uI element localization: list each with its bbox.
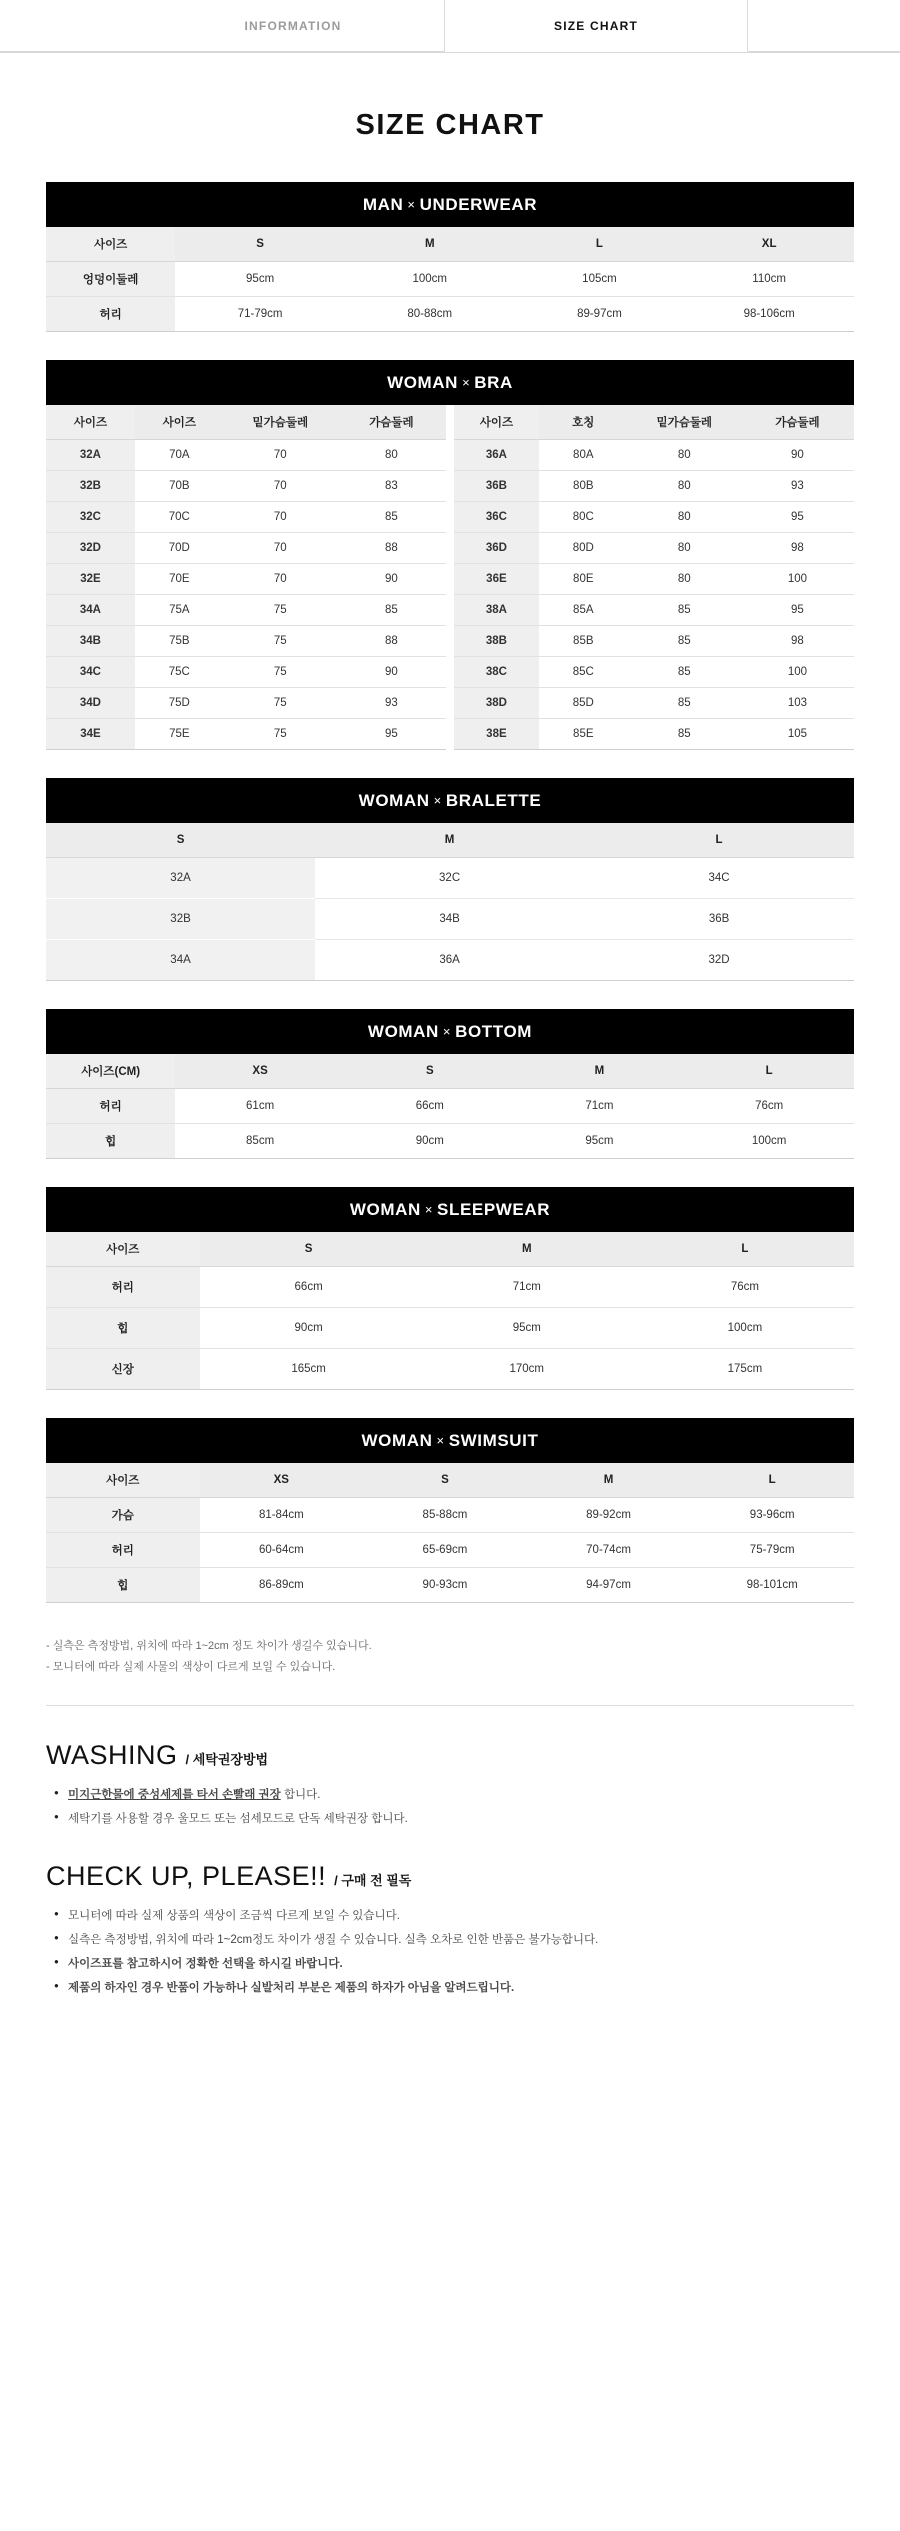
table-row (46, 1124, 854, 1159)
table-row (46, 595, 854, 626)
bottom-spacer (46, 2005, 854, 2125)
cell: 70C (135, 502, 224, 533)
section-title-x: × (436, 1433, 445, 1448)
tab-information-label: INFORMATION (244, 18, 342, 33)
col-head-4: L (690, 1463, 854, 1498)
row-label: 36C (450, 502, 539, 533)
cell: 76cm (684, 1089, 854, 1124)
tab-information[interactable] (142, 0, 445, 52)
cell: 32B (46, 899, 315, 940)
cell: 170cm (418, 1349, 636, 1390)
section-title-left: WOMAN (367, 1022, 439, 1041)
cell: 90cm (200, 1308, 418, 1349)
cell: 75C (135, 657, 224, 688)
tab-size-chart-label: SIZE CHART (554, 18, 638, 33)
cell: 61cm (175, 1089, 345, 1124)
col-head-3: 가슴둘레 (337, 405, 450, 440)
checkup-list (46, 1908, 854, 1996)
cell: 32A (46, 858, 315, 899)
washing-heading-text: WASHING (46, 1740, 178, 1770)
row-label: 허리 (46, 1267, 200, 1308)
cell: 80 (628, 564, 741, 595)
note-line: - 모니터에 따라 실제 사물의 색상이 다르게 보일 수 있습니다. (46, 1661, 336, 1673)
table-row (46, 688, 854, 719)
cell: 80D (539, 533, 628, 564)
cell: 105 (741, 719, 854, 750)
col-head-2: 밑가슴둘레 (224, 405, 337, 440)
col-head-1: S (175, 227, 345, 262)
cell: 93 (741, 471, 854, 502)
table-row (46, 657, 854, 688)
row-label: 38B (450, 626, 539, 657)
row-label: 34C (46, 657, 135, 688)
cell: 100cm (684, 1124, 854, 1159)
cell: 98 (741, 626, 854, 657)
note-line: - 실측은 측정방법, 위치에 따라 1~2cm 정도 차이가 생길수 있습니다. (46, 1640, 372, 1652)
row-label: 34E (46, 719, 135, 750)
row-label: 38C (450, 657, 539, 688)
checkup-subheading: / 구매 전 필독 (334, 1873, 412, 1889)
col-head-2: M (418, 1232, 636, 1267)
cell: 95 (337, 719, 450, 750)
cell: 80 (628, 502, 741, 533)
cell: 70 (224, 564, 337, 595)
row-label: 엉덩이둘레 (46, 262, 175, 297)
cell: 103 (741, 688, 854, 719)
section-title-x: × (442, 1024, 452, 1039)
cell: 70 (224, 471, 337, 502)
col-head-2: L (584, 823, 854, 858)
cell: 75 (224, 688, 337, 719)
cell: 80 (628, 471, 741, 502)
washing-item-emphasis: 미지근한물에 중성세제를 타서 손빨래 권장 (68, 1789, 281, 1801)
cell: 85A (539, 595, 628, 626)
row-label: 허리 (46, 297, 175, 332)
row-label: 32E (46, 564, 135, 595)
section-title-right: SWIMSUIT (448, 1431, 539, 1450)
cell: 85-88cm (363, 1498, 527, 1533)
cell: 65-69cm (363, 1533, 527, 1568)
row-label: 32D (46, 533, 135, 564)
table-row (46, 262, 854, 297)
col-head-1: S (200, 1232, 418, 1267)
washing-heading (46, 1740, 854, 1771)
section-header-woman-bralette (46, 778, 854, 823)
cell: 90 (741, 440, 854, 471)
cell: 100 (741, 564, 854, 595)
list-item (68, 1980, 854, 1996)
col-head-0: 사이즈 (46, 227, 175, 262)
row-label: 36E (450, 564, 539, 595)
cell: 75B (135, 626, 224, 657)
content-area (46, 182, 854, 2125)
cell: 80 (337, 440, 450, 471)
checkup-heading (46, 1861, 854, 1892)
section-header-woman-bra (46, 360, 854, 405)
tab-spacer-left (0, 0, 142, 52)
row-label: 38E (450, 719, 539, 750)
cell: 34C (584, 858, 854, 899)
cell: 80 (628, 533, 741, 564)
col-head-3: M (515, 1054, 685, 1089)
row-label: 36B (450, 471, 539, 502)
cell: 85B (539, 626, 628, 657)
row-label: 32A (46, 440, 135, 471)
list-item (68, 1908, 854, 1924)
cell: 75 (224, 595, 337, 626)
cell: 85 (628, 657, 741, 688)
list-item (68, 1932, 854, 1948)
cell: 93 (337, 688, 450, 719)
checkup-item-text: 제품의 하자인 경우 반품이 가능하나 실발처리 부분은 제품의 하자가 아님을 알려드립니다. (68, 1982, 515, 1995)
table-row (46, 1267, 854, 1308)
cell: 100 (741, 657, 854, 688)
table-row (46, 1533, 854, 1568)
cell: 70 (224, 502, 337, 533)
table-woman-bralette (46, 823, 854, 981)
washing-item-rest: 합니다. (280, 1789, 321, 1801)
cell: 165cm (200, 1349, 418, 1390)
washing-item-rest: 세탁기를 사용할 경우 울모드 또는 섬세모드로 단독 세탁권장 합니다. (68, 1813, 408, 1826)
table-row (46, 1308, 854, 1349)
row-label: 38D (450, 688, 539, 719)
list-item (68, 1956, 854, 1972)
cell: 70-74cm (527, 1533, 691, 1568)
cell: 105cm (515, 262, 685, 297)
list-item (68, 1811, 854, 1827)
cell: 75A (135, 595, 224, 626)
table-row (46, 1349, 854, 1390)
cell: 85 (337, 502, 450, 533)
row-label: 36A (450, 440, 539, 471)
table-header-row (46, 1232, 854, 1267)
col-head-1: XS (200, 1463, 364, 1498)
section-title-right: BOTTOM (455, 1022, 533, 1041)
page-title: SIZE CHART (355, 109, 545, 141)
cell: 98-106cm (684, 297, 854, 332)
tab-bar (0, 0, 900, 53)
cell: 98 (741, 533, 854, 564)
cell: 95cm (515, 1124, 685, 1159)
measurement-notes (46, 1637, 854, 1706)
section-header-woman-swimsuit (46, 1418, 854, 1463)
table-row (46, 858, 854, 899)
table-header-row (46, 823, 854, 858)
col-head-2: S (345, 1054, 515, 1089)
cell: 88 (337, 533, 450, 564)
cell: 75D (135, 688, 224, 719)
cell: 85E (539, 719, 628, 750)
tab-spacer-right (748, 0, 900, 52)
section-title-right: SLEEPWEAR (437, 1200, 551, 1219)
cell: 90 (337, 657, 450, 688)
row-label: 38A (450, 595, 539, 626)
cell: 75 (224, 719, 337, 750)
cell: 95 (741, 595, 854, 626)
row-label: 32B (46, 471, 135, 502)
section-title-x: × (407, 197, 416, 212)
cell: 75 (224, 626, 337, 657)
cell: 88 (337, 626, 450, 657)
table-row (46, 626, 854, 657)
cell: 80 (628, 440, 741, 471)
cell: 85 (628, 719, 741, 750)
washing-list (46, 1787, 854, 1827)
table-row (46, 719, 854, 750)
col-head-4: L (684, 1054, 854, 1089)
tab-size-chart[interactable] (445, 0, 748, 52)
cell: 34B (315, 899, 584, 940)
table-row (46, 297, 854, 332)
section-title-left: WOMAN (387, 373, 459, 392)
col-head-0: 사이즈 (46, 1232, 200, 1267)
col-head-3: L (636, 1232, 854, 1267)
cell: 32D (584, 940, 854, 981)
cell: 90cm (345, 1124, 515, 1159)
cell: 90 (337, 564, 450, 595)
cell: 85 (628, 626, 741, 657)
cell: 70E (135, 564, 224, 595)
table-header-row (46, 405, 854, 440)
section-title-right: BRA (474, 373, 513, 392)
cell: 85cm (175, 1124, 345, 1159)
table-row (46, 471, 854, 502)
cell: 66cm (345, 1089, 515, 1124)
row-label: 가슴 (46, 1498, 200, 1533)
cell: 36B (584, 899, 854, 940)
cell: 70B (135, 471, 224, 502)
cell: 70A (135, 440, 224, 471)
col-head-0: 사이즈 (46, 405, 135, 440)
cell: 85 (628, 595, 741, 626)
cell: 98-101cm (690, 1568, 854, 1603)
row-label: 힙 (46, 1308, 200, 1349)
cell: 71-79cm (175, 297, 345, 332)
list-item (68, 1787, 854, 1803)
cell: 36A (315, 940, 584, 981)
cell: 32C (315, 858, 584, 899)
section-title-x: × (424, 1202, 434, 1217)
cell: 66cm (200, 1267, 418, 1308)
cell: 175cm (636, 1349, 854, 1390)
cell: 75-79cm (690, 1533, 854, 1568)
table-row (46, 899, 854, 940)
cell: 85 (337, 595, 450, 626)
col-head-4: 사이즈 (450, 405, 539, 440)
cell: 89-97cm (515, 297, 685, 332)
cell: 100cm (636, 1308, 854, 1349)
cell: 90-93cm (363, 1568, 527, 1603)
section-header-man-underwear (46, 182, 854, 227)
cell: 76cm (636, 1267, 854, 1308)
row-label: 34B (46, 626, 135, 657)
col-head-1: M (315, 823, 584, 858)
table-header-row (46, 227, 854, 262)
row-label: 36D (450, 533, 539, 564)
col-head-0: S (46, 823, 315, 858)
row-label: 34D (46, 688, 135, 719)
col-head-3: M (527, 1463, 691, 1498)
cell: 94-97cm (527, 1568, 691, 1603)
cell: 80A (539, 440, 628, 471)
cell: 95cm (175, 262, 345, 297)
table-woman-sleepwear (46, 1232, 854, 1390)
table-header-row (46, 1463, 854, 1498)
table-row (46, 440, 854, 471)
row-label: 32C (46, 502, 135, 533)
row-label: 힙 (46, 1124, 175, 1159)
table-row (46, 533, 854, 564)
table-man-underwear (46, 227, 854, 332)
cell: 70D (135, 533, 224, 564)
col-head-2: M (345, 227, 515, 262)
cell: 95 (741, 502, 854, 533)
cell: 85C (539, 657, 628, 688)
section-title-right: UNDERWEAR (419, 195, 538, 214)
cell: 85D (539, 688, 628, 719)
row-label: 34A (46, 595, 135, 626)
table-row (46, 1568, 854, 1603)
col-head-0: 사이즈(CM) (46, 1054, 175, 1089)
cell: 80-88cm (345, 297, 515, 332)
cell: 80B (539, 471, 628, 502)
table-row (46, 1498, 854, 1533)
col-head-0: 사이즈 (46, 1463, 200, 1498)
table-row (46, 502, 854, 533)
cell: 100cm (345, 262, 515, 297)
cell: 34A (46, 940, 315, 981)
cell: 110cm (684, 262, 854, 297)
washing-block (46, 1740, 854, 1827)
col-head-5: 호칭 (539, 405, 628, 440)
section-title-left: WOMAN (361, 1431, 433, 1450)
cell: 60-64cm (200, 1533, 364, 1568)
cell: 93-96cm (690, 1498, 854, 1533)
col-head-2: S (363, 1463, 527, 1498)
col-head-1: XS (175, 1054, 345, 1089)
table-row (46, 940, 854, 981)
cell: 70 (224, 440, 337, 471)
col-head-7: 가슴둘레 (741, 405, 854, 440)
cell: 81-84cm (200, 1498, 364, 1533)
table-header-row (46, 1054, 854, 1089)
cell: 86-89cm (200, 1568, 364, 1603)
cell: 95cm (418, 1308, 636, 1349)
table-row (46, 1089, 854, 1124)
cell: 89-92cm (527, 1498, 691, 1533)
section-header-woman-bottom (46, 1009, 854, 1054)
section-title-right: BRALETTE (445, 791, 542, 810)
washing-subheading: / 세탁권장방법 (185, 1752, 269, 1767)
section-title-left: WOMAN (349, 1200, 421, 1219)
table-row (46, 564, 854, 595)
cell: 70 (224, 533, 337, 564)
section-title-x: × (462, 375, 471, 390)
cell: 71cm (515, 1089, 685, 1124)
checkup-block (46, 1861, 854, 1996)
cell: 80C (539, 502, 628, 533)
checkup-item-text: 사이즈표를 참고하시어 정확한 선택을 하시길 바랍니다. (68, 1958, 343, 1971)
row-label: 허리 (46, 1089, 175, 1124)
col-head-4: XL (684, 227, 854, 262)
checkup-heading-text: CHECK UP, PLEASE!! (46, 1861, 327, 1892)
row-label: 힙 (46, 1568, 200, 1603)
cell: 80E (539, 564, 628, 595)
row-label: 신장 (46, 1349, 200, 1390)
checkup-item-text: 실측은 측정방법, 위치에 따라 1~2cm정도 차이가 생질 수 있습니다. 실측 오차로 인한 반품은 불가능합니다. (68, 1934, 599, 1947)
section-title-left: WOMAN (358, 791, 430, 810)
row-label: 허리 (46, 1533, 200, 1568)
checkup-item-text: 모니터에 따라 실제 상품의 색상이 조금씩 다르게 보일 수 있습니다. (68, 1910, 400, 1923)
section-title-left: MAN (362, 195, 404, 214)
cell: 75E (135, 719, 224, 750)
col-head-1: 사이즈 (135, 405, 224, 440)
table-woman-bottom (46, 1054, 854, 1159)
table-woman-swimsuit (46, 1463, 854, 1603)
cell: 83 (337, 471, 450, 502)
col-head-3: L (515, 227, 685, 262)
cell: 75 (224, 657, 337, 688)
section-title-x: × (433, 793, 442, 808)
section-header-woman-sleepwear (46, 1187, 854, 1232)
col-head-6: 밑가슴둘레 (628, 405, 741, 440)
cell: 71cm (418, 1267, 636, 1308)
cell: 85 (628, 688, 741, 719)
table-woman-bra (46, 405, 854, 750)
